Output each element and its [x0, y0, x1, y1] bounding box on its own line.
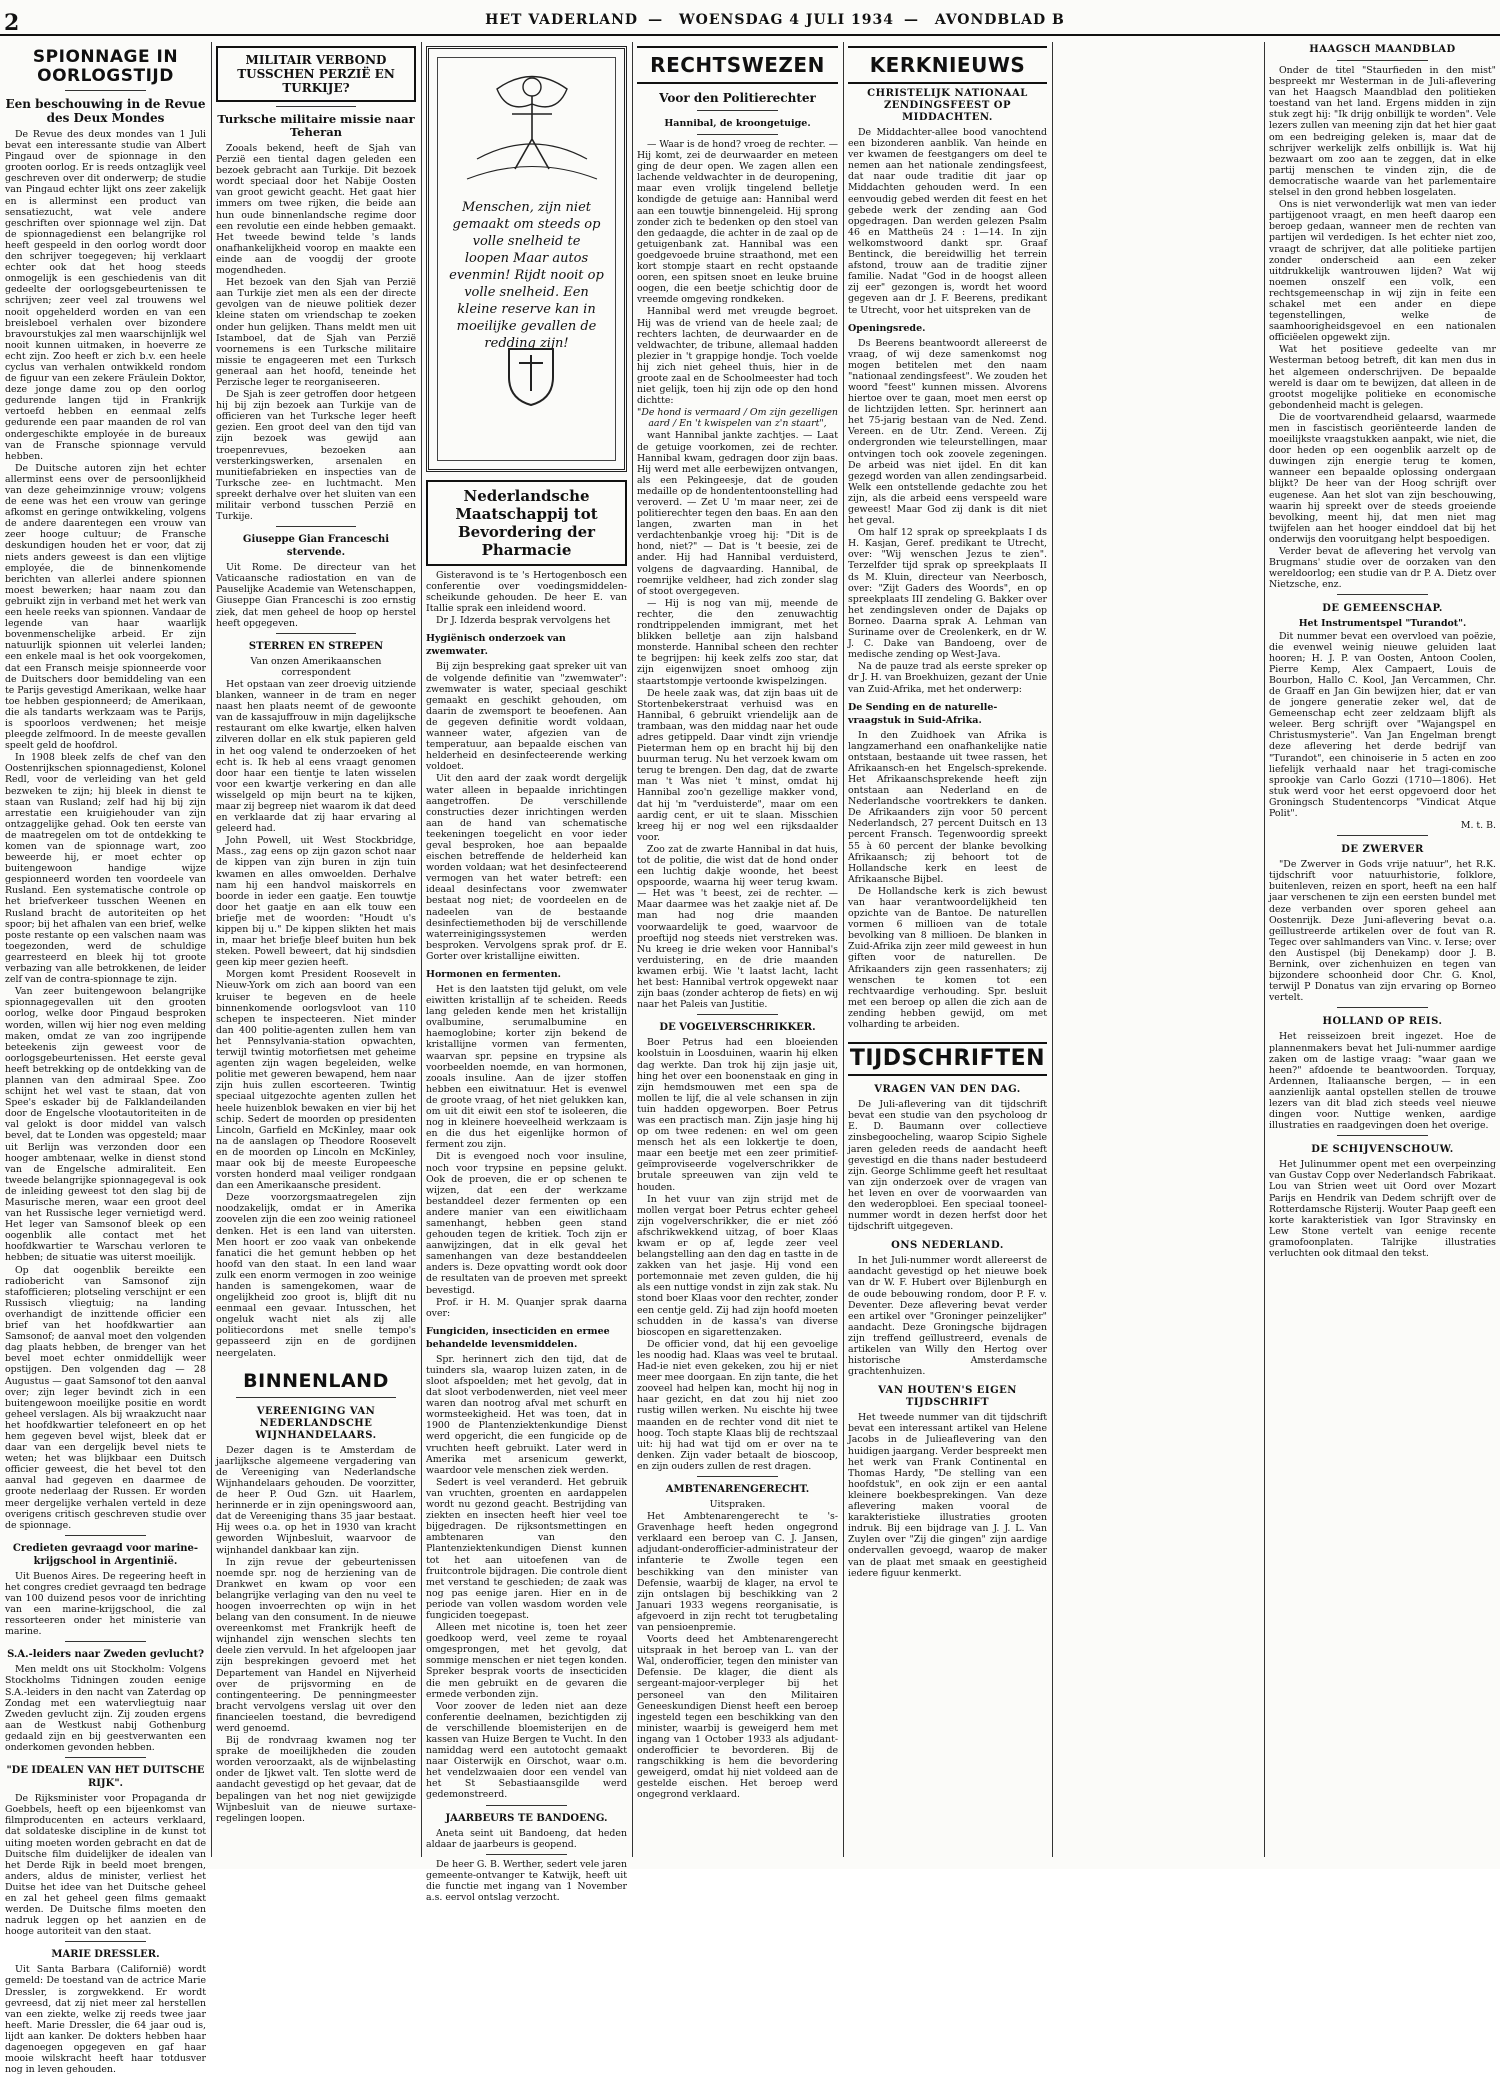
- article-body: Bij de rondvraag kwamen nog ter sprake de moeilijkheden die zouden worden veroorzaakt, als de wijnbelasting onder de Ijkwet valt. Ten slotte werd de aandacht gevestigd op het gevaar, dat de bepalingen van het nog niet gewijzigde Wijnbesluit van de nieuwe surtaxe-regelingen loopen.: [216, 1735, 416, 1824]
- news-heading: JAARBEURS TE BANDOENG.: [445, 1812, 608, 1824]
- news-subheading: Uitspraken.: [709, 1498, 766, 1510]
- article-body: Dr J. Idzerda besprak vervolgens het: [436, 615, 611, 627]
- article-body: In den Zuidhoek van Afrika is langzamerhand een onafhankelijke natie ontstaan, bestaande uit twee rassen, het Afrikaansch-en het Engelsch-sprekende. Het Afrikaanschsprekende heeft zijn ontstaan aan Nederland en de Nederlandsche voortrekkers te danken. De Afrikaanders zijn voor 50 percent Nederlandsch, 27 percent Duitsch en 13 percent Fransch. Tegenwoordig spreekt 55 à 60 percent der blanke bevolking Afrikaansch; zij behoort tot de Hollandsche kerk en leest de Afrikaansche Bijbel.: [848, 729, 1047, 885]
- column-2: [212, 42, 420, 1857]
- headline-box: [426, 480, 627, 566]
- news-subheading: Het Instrumentspel "Turandot".: [1298, 618, 1467, 630]
- column-1: [1, 42, 210, 2075]
- news-heading: Giuseppe Gian Franceschi stervende.: [242, 534, 390, 559]
- issue-date: WOENSDAG 4 JULI 1934: [678, 12, 894, 28]
- section-headline: BINNENLAND: [243, 1369, 389, 1392]
- article-body: Dezer dagen is te Amsterdam de jaarlijksche algemeene vergadering van de Vereeniging van Nederlandsche Wijnhandelaars gehouden. De voorzitter, de heer P. Oud Gzn. uit Haarlem, herinnerde er in zijn openingswoord aan, dat de Vereeniging thans 35 jaar bestaat. Hij wees o.a. op het in 1930 van kracht geworden Wijnbesluit, waarvoor de wijnhandel dankbaar kan zijn.: [216, 1444, 416, 1556]
- article-body: De Rijksminister voor Propaganda dr Goebbels, heeft op een bijeenkomst van filmproducenten en acteurs verklaard, dat soldateske discipline in de kunst tot uiting moeten worden gebracht en dat de Duitsche film duidelijker de idealen van het Derde Rijk in beeld moet brengen, anders, aldus de minister, verliest het Duitse het idee van het Duitsche geheel en zal het geheel geen films gemaakt werden. De Duitsche films moeten den nadruk leggen op het aanzien en de hooge autoriteit van den staat.: [5, 1793, 206, 1938]
- news-heading: VRAGEN VAN DEN DAG.: [874, 1084, 1021, 1096]
- article-body: Dit is evengoed noch voor insuline, noch voor trypsine en pepsine gelukt. Ook de proeven, die er op schenen te wijzen, dat een der werkzame bestanddeel dezer fermenten op een andere manier van een eiwitlichaam samenhangt, hebben geen stand gehouden tegen de kritiek. Toch zijn er aanwijzingen, dat in elk geval het samenhangen van deze bestanddeelen anders is. Deze opvatting wordt ook door de resultaten van de proeven met spreekt bevestigd.: [426, 1151, 627, 1296]
- news-heading: "DE IDEALEN VAN HET DUITSCHE RIJK".: [6, 1765, 205, 1790]
- article-body: Voor zoover de leden niet aan deze conferentie deelnamen, bezichtigden zij de verschillende bloemisterijen en de kassen van Huize Bergen te Vucht. In den namiddag werd een autotocht gemaakt naar Oisterwijk en Oirschot, waar o.m. het vendelzwaaien door een vendel van het St Sebastiaansgilde werd gedemonstreerd.: [426, 1700, 627, 1801]
- news-heading: DE VOGELVERSCHRIKKER.: [659, 1022, 816, 1034]
- advertisement-verse: Menschen, zijn niet gemaakt om steeds op volle snelheid te loopen Maar autos evenmin! Rijdt nooit op volle snelheid. Een kleine reserve kan in moeilijke gevallen de redding zijn!: [449, 200, 604, 351]
- article-body: De Juli-aflevering van dit tijdschrift bevat een studie van den psycholoog dr E. D. Baumann over collectieve zinsbegoocheling, waarop Scipio Sighele jaren geleden reeds de aandacht heeft gevestigd en die thans nader bestudeerd zijn. George Schlimme geeft het resultaat van zijn onderzoek over de vragen van het leven en over de voorwaarden van den wederopbloei. Een speciaal tooneel-nummer wordt in dezen herfst door het tijdschrift uitgegeven.: [848, 1099, 1047, 1233]
- news-heading: VAN HOUTEN'S EIGEN TIJDSCHRIFT: [878, 1385, 1017, 1409]
- article-body: In 1908 bleek zelfs de chef van den Oostenrijkschen spionnagedienst, Kolonel Redl, voor de verleiding van het geld bezweken te zijn; hij bleek in dienst te staan van Rusland; zelf had hij bij zijn arrestatie een kruigiehouder van zijn ontzaggelijke gehad. Ook ten eerste van de maatregelen om tot de ontdekking te komen van de spionnage wart, zoo beweerde hij, er moet echter op buitengewoon handige wijze gespionneerd worden ten voordeele van Rusland. Een systematische controle op het briefverkeer tusschen Weenen en Rusland bracht de autoriteiten op het spoor; bij het afhalen van een brief, welke poste restante op een valschen naam was toegezonden, werd de schuldige gearresteerd en bleek hij tot groote verbazing van alle betrokkenen, de leider zelf van de contra-spionnage te zijn.: [5, 752, 206, 986]
- article-body: De officier vond, dat hij een gevoelige les noodig had. Klaas was veel te brutaal. Had-ie niet even gekeken, zou hij er niet meer mee doorgaan. En zijn tante, die het zooveel had helpen kan, mocht hij nog in haar gezicht, en dat zou hij niet zoo rustig willen werken. Nu eischte hij twee maanden en de rechter vond dit niet te hoog. Toch stapte Klaas blij de rechtszaal uit: hij had wat tijd om er over na te denken. Zijn vader betaalt de bioscoop, en zijn ouders zullen de rest dragen.: [637, 1338, 838, 1472]
- article-body: Voorts deed het Ambtenarengerecht uitspraak in het beroep van L. van der Wal, onderofficier, tegen den minister van Defensie. De klager, die dient als sergeant-majoor-verpleger bij het personeel van den Militairen Geneeskundigen Dienst heeft een beroep ingesteld tegen een beschikking van den minister, waarbij is geweigerd hem met ingang van 1 October 1933 als adjudant-onderofficier te bevorderen. Bij de rangschikking is hem die bevordering geweigerd, omdat hij niet voldeed aan de gestelde eischen. Het beroep werd ongegrond verklaard.: [637, 1634, 838, 1801]
- news-heading: Hormonen en fermenten.: [426, 969, 561, 980]
- news-heading: DE SCHIJVENSCHOUW.: [1311, 1144, 1454, 1156]
- article-body: De Duitsche autoren zijn het echter allerminst eens over de persoonlijkheid van deze geheimzinnige vrouw; volgens de eene was het een vrouw van geringe afkomst en geringe ontwikkeling, volgens de andere daarentegen een vrouw van zeer hooge cultuur; de Fransche deskundigen houden het er voor, dat zij niets anders geweest is dan een vlijtige employée, die de binnenkomende berichten van allerlei andere spionnen moest bewerken; haar naam zou dan gebruikt zijn in verband met het werk van een heele reeks van spionnen. Vandaar de legende van haar waarlijk bovenmenschelijke arbeid. Er zijn natuurlijk spionnen uit velerlei landen; een enkele maal is het ook voorgekomen, dat een Fransch meisje spionneerde voor de Duitschers door bemiddeling van een te Parijs gevestigd Amerikaan, welke haar toe hebben gespionneerd; de Amerikaan, die als tandarts werkzaam was te Parijs, is spoorloos verdwenen; het meisje pleegde zelfmoord. In de meeste gevallen speelt geld de hoofdrol.: [5, 462, 206, 752]
- advertisement-box: [426, 46, 627, 472]
- article-body: De Middachter-allee bood vanochtend een bizonderen aanblik. Van heinde en ver kwamen de feestgangers om deel te nemen aan het nationale zendingsfeest, dat naar oude traditie dit jaar op Middachten gehouden werd. In een eenvoudig gebed werden dit feest en het gebede werk der zending aan God opgedragen. Dan werden gelezen Psalm 46 en Mattheüs 24 : 1—14. In zijn welkomstwoord dankt spr. Graaf Bentinck, die bereidwillig het terrein afstond, trouw aan de traditie zijner familie. Nadat "God in de hoogst alleen zij eer" gezongen is, wordt het woord gegeven aan dr J. F. Beerens, predikant te Utrecht, voor het uitspreken van de: [848, 127, 1047, 316]
- news-heading: MARIE DRESSLER.: [51, 1949, 160, 1961]
- article-body: Het tweede nummer van dit tijdschrift bevat een interessant artikel van Helene Jacobs in de Julieaflevering van den huidigen jaargang. Verder bespreekt men het werk van Frank Continental en Thomas Hardy, "De stelling van een hoofdstuk", en ook zijn er een aantal kleinere boekbesprekingen. Van deze aflevering maken vooral de karakteristieke illustraties grooten indruk. Bij een bijdrage van J. J. L. Van Zuylen over "Zij die gingen" zijn aardige ondervallen gevoegd, waarop de maker van de plaat met smaak en geestigheid iedere figuur kenmerkt.: [848, 1412, 1047, 1579]
- news-heading: CHRISTELIJK NATIONAAL ZENDINGSFEEST OP MIDDACHTEN.: [867, 88, 1028, 123]
- news-heading: DE ZWERVER: [1341, 844, 1424, 856]
- headline-box: [637, 46, 838, 84]
- article-body: Het Ambtenarengerecht te 's-Gravenhage heeft heden ongegrond verklaard een beroep van C. J. Jansen, adjudant-onderofficier-administrateur der infanterie te Zwolle tegen een beschikking van den minister van Defensie, waarbij de klager, na ervol te zijn ontslagen bij beschikking van 2 Januari 1933 wegens reorganisatie, is afgevoerd in zijn recht tot terugbetaling van pensioenpremie.: [637, 1511, 838, 1633]
- article-body: Men meldt ons uit Stockholm: Volgens Stockholms Tidningen zouden eenige S.A.-leiders in den nacht van Zaterdag op Zondag met een watervliegtuig naar Zweden gevlucht zijn. Zij zouden ergens aan de Westkust nabij Gothenburg gedaald zijn en bij geestverwanten een onderkomen gevonden hebben.: [5, 1664, 206, 1754]
- article-body: Die de voortvarendheid gelaarsd, waarmede men in fascistisch georiënteerde landen de moeilijkste vraagstukken aanpakt, wie niet, die door heden op een oogenblik aarzelt op de duwingen zijn energie terug te komen, wanneer een bepaalde oplossing ondergaan blijkt? De heer van der Hoog schrijft over eugenese. Aan het slot van zijn beschouwing, waarin hij spreekt over de steeds groeiende bevolking, meent hij, dat men niet mag twijfelen aan het hooger einddoel dat bij het onderwijs den vooruitgang helpt bespoedigen.: [1269, 411, 1496, 545]
- article-body: Om half 12 sprak op spreekplaats I ds H. Kasjan, Geref. predikant te Utrecht, over: "Wij wenschen Jezus te zien". Terzelfder tijd sprak op spreekplaats II ds M. Kluin, directeur van Neerbosch, over: "Zijt Gaders des Woords", en op spreekplaats III zendeling G. Bakker over het zendingsleven onder de Dajaks op Borneo. Daarna sprak A. Lehman van Suriname over de Creolenkerk, en dr W. J. C. Dake van Bandoeng, over de medische zending op West-Java.: [848, 527, 1047, 661]
- headline-box: [216, 46, 416, 102]
- article-body: Ds Beerens beantwoordt allereerst de vraag, of wij deze samenkomst nog mogen betitelen met den naam "nationaal zendingsfeest". We zouden het woord "feest" kunnen missen. Alvorens hiertoe over te gaan, moet men eerst op de lichtzijden letten. Spr. herinnert aan het 75-jarig bestaan van de Ned. Zend. Vereen. en de Utr. Zend. Vereen. Zij ondergronden wie teleurstellingen, maar ontvingen toch ook zoovele zegeningen. De arbeid was niet ijdel. En dit kan gezegd worden van allen zendingsarbeid. Welk een ontstellende gedachte zou het zijn, als die arbeid eens verspeeld ware geweest! Maar God zij dank is dit niet het geval.: [848, 337, 1047, 527]
- column-6: [1265, 42, 1500, 1857]
- article-body: In het vuur van zijn strijd met de mollen vergat boer Petrus echter geheel zijn vogelverschrikker, die er niet zóó afschrikwekkend uitzag, of boer Klaas kwam er op af, legde zeer veel belangstelling aan den dag en tastte in de zakken van het jasje. Hij vond een portemonnaie met zeven gulden, die hij als een nuttige vondst in zijn zak stak. Nu stond boer Klaas voor den rechter, zonder een centje geld. Zij had zijn hoofd moeten schudden in de kassa's van diverse bioscopen en sigarettenzaken.: [637, 1193, 838, 1338]
- article-body: — Hij is nog van mij, meende de rechter, die den zenuwachtig rondtrippelenden immigrant, met het blikken belletje aan zijn halsband monsterde. Hannibal scheen den rechter te begrijpen: hij keek zelfs zoo star, dat zijn eigenwijzen snoet omhoog zijn staartstompje vertoonde kwispelzingen.: [637, 597, 838, 687]
- article-body: De Sjah is zeer getroffen door hetgeen hij bij zijn bezoek aan Turkije van de officieren van het Turksche leger heeft gezien. Een groot deel van den tijd van zijn bezoek was gewijd aan troepenrevues, bezoeken aan versterkingswerken, arsenalen en munitiefabrieken en inspecties van de Turksche zee- en luchtmacht. Men spreekt derhalve over het sluiten van een militair verbond tusschen Perzië en Turkije.: [216, 389, 416, 523]
- news-heading: Hannibal, de kroongetuige.: [664, 118, 811, 129]
- news-heading: STERREN EN STREPEN: [248, 640, 384, 652]
- article-body: "De Zwerver in Gods vrije natuur", het R.K. tijdschrift voor natuurhistorie, folklore, buitenleven, reizen en sport, heeft na een half jaar verschenen te zijn een eersten bundel met deze verbanden over sporen geheel aan Oostenrijk. Deze Juni-aflevering bevat o.a. geïllustreerde artikelen over de fout van R. Tegec over sahlmanders van Vinc. v. Ierse; over den Austispel (bij Denekamp) door J. B. Bernink, over zichenhuizen en tegen van bijzondere schoonheid door Chr. G. Knol, terwijl P Donatus van zijn ervaring op Borneo vertelt.: [1269, 859, 1496, 1004]
- column-3: [422, 42, 631, 1904]
- article-subheadline: Turksche militaire missie naar Teheran: [217, 112, 415, 139]
- article-body: Het opstaan van zeer droevig uitziende blanken, wanneer in de tram en neger naast hen plaats neemt of de gewoonte van de kassajuffrouw in mijn dagelijksche restaurant om elke kwartje, elken halven zilveren dollar en elk stuk papieren geld in het oog valend te onderzoeken of het echt is. Ik heb al eens vraagt genomen door haar een tientje te laten wisselen voor een kwartje verkering en dan alle wisselgeld op mijn beurt na te kijken, maar zij begreep niet waarom ik dat deed en verklaarde dat zij haar ervaring al geleerd had.: [216, 678, 416, 835]
- news-heading: HOLLAND OP REIS.: [1322, 1016, 1443, 1028]
- masthead-line: HET VADERLAND — WOENSDAG 4 JULI 1934 — AVONDBLAD B: [380, 12, 1170, 28]
- news-heading: VEREENIGING VAN NEDERLANDSCHE WIJNHANDELAARS.: [255, 1405, 377, 1441]
- article-body: — Waar is de hond? vroeg de rechter. — Hij komt, zei de deurwaarder en meteen ging de deur open. We zagen allen een lachende veldwachter in de deuropening, maar even vrolijk tingelend belletje kondigde de getuige aan: Hannibal werd aan een touwtje binnengeleid. Hij sprong zonder zich te bedenken op den stoel van den gedaagde, die achter in de zaal op de getuigenbank zat. Hannibal was een goedgevoede bruine straathond, met een kort stompje staart en recht opstaande ooren, een spitsen snoet en leuke bruine oogen, die een beetje schichtig door de vreemde omgeving rondkeken.: [637, 139, 838, 306]
- article-body: Hannibal werd met vreugde begroet. Hij was de vriend van de heele zaal; de rechters lachten, de deurwaarder en de veldwachter, de tribune, allemaal hadden plezier in 't grappige hondje. Toch voelde hij zich niet geheel thuis, hier in de groote zaal en de Schoolmeester had toch niet gelijk, toen hij zijn ode op den hond dichtte:: [637, 306, 838, 407]
- headline-box: [848, 46, 1047, 84]
- news-heading: Credieten gevraagd voor marine-krijgschool in Argentinië.: [12, 1542, 199, 1567]
- news-heading: Hygiënisch onderzoek van zwemwater.: [426, 633, 566, 658]
- article-body: Prof. ir H. M. Quanjer sprak daarna over:: [426, 1296, 627, 1319]
- news-heading: Fungiciden, insecticiden en ermee behandelde levensmiddelen.: [426, 1325, 610, 1350]
- article-body: Het bezoek van den Sjah van Perzië aan Turkije ziet men als een der directe gevolgen van de nieuwe politiek dezer kleine staten om vriendschap te zoeken onder hun gelijken. Thans meldt men uit Istamboel, dat de Sjah van Perzië voornemens is een Turksche militaire missie te engageeren met een Turksch generaal aan het hoofd, teneinde het Perzische leger te reorganiseeren.: [216, 277, 416, 388]
- column-5: [844, 42, 1051, 1857]
- news-heading: DE GEMEENSCHAP.: [1322, 603, 1443, 615]
- article-body: Verder bevat de aflevering het vervolg van Brugmans' studie over de oorzaken van den wereldoorlog; een studie van dr P. A. Dietz over Nietzsche, enz.: [1269, 546, 1496, 591]
- article-body: Zoo zat de zwarte Hannibal in dat huis, tot de politie, die wist dat de hond onder een luchtig dakje woonde, het beest opspoorde, waarna hij weer terug kwam. — Het was 't beest, zei de rechter. — Maar daarmee was het zaakje niet af. De man had nog drie maanden voorwaardelijk te goed, waarvoor de proeftijd nog steeds niet verstreken was. Nu kreeg ie drie weken voor Hannibal's verduistering, en de drie maanden kwamen erbij. Wie 't laatst lacht, lacht het best: Hannibal vertrok opgewekt naar zijn baas (zonder achterop de fiets) en wij naar het Paleis van Justitie.: [637, 843, 838, 1011]
- article-body: Het is den laatsten tijd gelukt, om vele eiwitten kristallijn af te scheiden. Reeds lang geleden kende men het kristallijn ovalbumine, serumalbumine en haemoglobine; korter zijn bekend de kristallijne vormen van fermenten, waarvan spr. pepsine en trypsine als voorbeelden noemde, en van hormonen, zooals insuline. Aan de ijzer stoffen hebben een eiwitnatuur. Het is evenwel de groote vraag, of het niet gelukken kan, om uit dit eiwit een stof te isoleeren, die nog in kleinere hoeveelheid werkzaam is en die dus het eigenlijke hormon of ferment zou zijn.: [426, 984, 627, 1151]
- masthead: [0, 10, 1500, 36]
- article-body: De heele zaak was, dat zijn baas uit de Stortenbekerstraat verhuisd was en Hannibal, 6 gebruikt vriendelijk aan de trambaan, was den middag naar het oude adres getippeld. Daar vindt zijn vriendje Pieterman hem op en bracht hij bij den buurman terug. Nu het verzoek kwam om terug te brengen. Den dag, dat de zwarte man 't Was niet 't minst, omdat hij Hannibal zoo'n gezellige makker vond, dat hij 'm "verduisterde", maar om een aardig cent, er uit te slaan. Misschien kreeg hij er nog wel een rijksdaalder voor.: [637, 687, 838, 843]
- news-heading: HAAGSCH MAANDBLAD: [1309, 44, 1456, 55]
- article-byline: Van onzen Amerikaanschen correspondent: [250, 655, 382, 678]
- article-body: De Revue des deux mondes van 1 Juli bevat een interessante studie van Albert Pingaud over de spionnage in den grooten oorlog. Er is reeds ontzaglijk veel geschreven over dit onderwerp; de studie van Pingaud echter lijkt ons zeer zakelijk en is allerminst een product van sensatiezucht, wat vele andere geschriften over spionnage wel zijn. Dat de spionnagedienst een belangrijke rol heeft gespeeld in den oorlog wordt door den schrijver toegegeven; hij verklaart echter ook dat het hoog steeds onmogelijk is een geschiedenis van dit gedeelte der oorlogsgebeurtenissen te schrijven; zeer veel zal trouwens wel nooit opgehelderd worden en van een breisleboel verhalen over bizondere bravourstukjes zal men waarschijnlijk wel nooit kunnen uitmaken, in hoeverre ze echt zijn. Zoo heeft er zich b.v. een heele cyclus van verhalen ontwikkeld rondom de figuur van een zekere Fräulein Doktor, deze jonge dame zou op den oorlog gedurende langen tijd in Frankrijk vertoefd hebben en eenmaal zelfs gedurende een paar maanden de rol van ondergeschikte employée in de bureaux van de Fransche spionnage vervuld hebben.: [5, 129, 206, 462]
- edition-label: AVONDBLAD B: [934, 12, 1065, 28]
- column-rule: [1052, 42, 1053, 1857]
- article-body: Uit Santa Barbara (Californië) wordt gemeld: De toestand van de actrice Marie Dressler, is zorgwekkend. Er wordt gevreesd, dat zij niet meer zal herstellen van een ziekte, welke zij reeds twee jaar heeft. Marie Dressler, die 64 jaar oud is, lijdt aan kanker. De dokters hebben haar dagenoegen opgegeven en gaf haar mooie wilskracht heeft haar totdusver nog in leven gehouden.: [5, 1964, 206, 2075]
- article-body: In zijn revue der gebeurtenissen noemde spr. nog de herziening van de Drankwet en kwam op voor een belangrijke verlaging van den nu veel te hoogen invoerrechten op wijn in het belang van den consument. In de nieuwe overeenkomst met Frankrijk heeft de wijnhandel zijn wenschen slechts ten deele zien vervuld. In het afgeloopen jaar zijn besprekingen gevoerd met het Departement van Handel en Nijverheid over de prijsvorming en de contingenteering. De penningmeester bracht vervolgens verslag uit over den financieelen toestand, die bevredigend werd genoemd.: [216, 1556, 416, 1734]
- section-headline: KERKNIEUWS: [869, 53, 1026, 77]
- article-body: Dit nummer bevat een overvloed van poëzie, die evenwel weinig nieuwe geluiden laat hooren; H. J. P. van Oosten, Antoon Coolen, Pierre Kemp, Alex Campaert, Louis de Bourbon, Hallo C. Kool, Jan Vercammen, Chr. de Graaff en Jan Gin bewijzen hier, dat er van de jongere generatie zeker wel, dat de Gemeenschap echt zeer zeldzaam blijft als weleer. Berg schrijft over "Wajangspel en Christusmysterie". Van Jan Engelman brengt deze aflevering het derde bedrijf van "Turandot", een chinoiserie in 5 acten en zoo liefelijk verhaald naar het tragi-comische sprookje van Carlo Gozzi (1710—1806). Het stuk werd voor het eerst opgevoerd door het Groningsch Studentencorps "Vindicat Atque Polit".: [1269, 630, 1496, 819]
- article-body: Alleen met nicotine is, toen het zeer goedkoop werd, veel zeme te royaal omgesprongen, met het gevolg, dat sommige menschen er niet tegen konden. Spreker besprak voorts de insecticiden die men gebruikt en de gevaren die ermede verbonden zijn.: [426, 1622, 627, 1700]
- article-body: Sedert is veel veranderd. Het gebruik van vruchten, groenten en aardappelen wordt nu gezond geacht. Bestrijding van ziekten en insecten heeft hier veel toe bijgedragen. De rijksontsmettingen en ambtenaren van den Plantenziektenkundigen Dienst kunnen tot het aan uitoefenen van de fruitcontrole bijdragen. Die controle dient met verstand te geschieden; de zaak was nog pas eenige jaren. Hier en in de periode van vollen wasdom worden vele fungiciden toegepast.: [426, 1476, 627, 1621]
- article-body: Ons is niet verwonderlijk wat men van ieder partijgenoot vraagt, en men heeft daarop een beroep gedaan, wanneer men de rechten van partijen wil verdedigen. Is het echter niet zoo, vraagt de schrijver, dat alle politieke partijen zonder onderscheid aan een zeker uitdrukkelijk wantrouwen lijden? Wat wij noemen onszelf een volk, een rechtsgemeenschap in wij zijn in feite een schakel met een ander en diepe tegenstellingen, welke de saamhoorigheidsgevoel en een nationalen officiëelen opgewekt zijn.: [1269, 199, 1496, 344]
- article-body: De heer G. B. Werther, sedert vele jaren gemeente-ontvanger te Katwijk, heeft uit die functie met ingang van 1 November a.s. eervol ontslag verzocht.: [426, 1858, 627, 1904]
- article-body: Het Julinummer opent met een overpeinzing van Gustav Copp over Nederlandsch Fabrikaat. Lou van Strien weet uit Oord over Mozart Parijs en Hendrik van Dedem schrijft over de Rotterdamsche Rijsterij. Wouter Paap geeft een korte karakteristiek van Igor Stravinsky en Lew Stone vertelt van eenige recente gramofoonplaten. Talrijke illustraties verluchten ook ditmaal den tekst.: [1269, 1159, 1496, 1259]
- section-headline: RECHTSWEZEN: [650, 53, 825, 77]
- news-heading: AMBTENARENGERECHT.: [665, 1483, 810, 1495]
- article-body: Na de pauze trad als eerste spreker op dr J. H. van Broekhuizen, gezant der Unie van Zuid-Afrika, met het onderwerp:: [848, 661, 1047, 695]
- column-4: [633, 42, 842, 1857]
- article-body: Onder de titel "Staurfieden in den mist" bespreekt mr Westerman in de Juli-aflevering van het Haagsch Maandblad den politieken toestand van het land. Ergens midden in zijn stuk zegt hij: "Ik drijg onbillijk te worden". Vele lezers zullen van meening zijn dat het hier gaat om een bedreiging geleken is, maar dat de schrijver werkelijk zelfs onbillijk is. Wat hij bezwaart om zoo aan te zeggen, dat in elke partij menschen te vinden zijn, die de democratische waarde van het parlementaire stelsel in den grond hebben losgelaten.: [1269, 65, 1496, 199]
- article-headline: SPIONNAGE IN OORLOGSTIJD: [32, 47, 179, 86]
- article-body: John Powell, uit West Stockbridge, Mass., zag eens op zijn gazon schot naar de kippen van zijn buren in zijn tuin kwamen en alles omwoelden. Derhalve nam hij een handvol maiskorrels en boorde in ieder een gaatje. Een touwtje door het gaatje en aan elk touw een briefje met de woorden: "Houdt u's kippen bij u." De kippen slikten het mais in, maar het briefje bleef buiten hun bek steken. Powell beweert, dat hij sindsdien geen kip meer gezien heeft.: [216, 835, 416, 969]
- article-headline: Voor den Politierechter: [659, 91, 816, 105]
- article-headline: Nederlandsche Maatschappij tot Bevordering der Pharmacie: [455, 487, 598, 559]
- article-body: Uit Buenos Aires. De regeering heeft in het congres crediet gevraagd ten bedrage van 100 duizend pesos voor de inrichting van een marine-krijgschool, die zal ressorteeren onder het ministerie van marine.: [5, 1570, 206, 1638]
- article-body: Spr. herinnert zich den tijd, dat de tuinders sla, waarop luizen zaten, in de sloot afspoelden; met het gevolg, dat in dat sloot verbodenwerden, niet veel meer waren dan nootrog afval met schurft en wormsteekigheid. Het was toen, dat in 1900 de Plantenziektenkundige Dienst werd opgericht, die een fungicide op de vruchten heeft gebruikt. Later werd in Amerika met arsenicum gewerkt, waardoor vele menschen ziek werden.: [426, 1353, 627, 1476]
- paper-name: HET VADERLAND: [485, 12, 639, 28]
- article-body: Uit den aard der zaak wordt dergelijk water alleen in bepaalde inrichtingen aangetroffen. De verschillende constructies dezer inrichtingen werden aan de hand van schematische teekeningen toegelicht en voor ieder geval besproken, hoe aan bepaalde eischen betreffende de helderheid kan worden voldaan; wat het desinfecteerend vermogen van het water betreft: een ideaal desinfectans voor zwemwater bestaat nog niet; de voordeelen en de nadeelen van de bestaande desinfectiemethoden bij de verschillende waterreinigingssystemen werden besproken. Vervolgens sprak prof. dr E. Gorter over kristallijne eiwitten.: [426, 773, 627, 962]
- news-heading: De Sending en de naturelle-vraagstuk in Suid-Afrika.: [848, 701, 998, 726]
- article-subheadline: Een beschouwing in de Revue des Deux Mondes: [5, 97, 206, 125]
- article-body: Morgen komt President Roosevelt in Nieuw-York om zich aan boord van een kruiser te begeven en de heele binnenkomende oorlogsvloot van 110 schepen te inspecteeren. Niet minder dan 400 politie-agenten zullen hem van het Pennsylvania-station opwachten, terwijl twintig motorfietsen met geheime agenten zijn wagen begeleiden, welke politie met geweren bewapend, hem naar zijn huis zullen escorteeren. Twintig speciaal uitgezochte agenten zullen het heele huizenblok bewaken en vier bij het schip. Sedert de moorden op presidenten Lincoln, Garfield en McKinley, maar ook na de aanslagen op Theodore Roosevelt en de moorden op Lincoln en McKinley, maar ook bij de meeste Europeesche vorsten honderd maal veiliger rondgaan dan een Amerikaansche president.: [216, 969, 416, 1192]
- article-body: Zooals bekend, heeft de Sjah van Perzië een tiental dagen geleden een bezoek gebracht aan Turkije. Dit bezoek wordt speciaal door het Nabije Oosten van groot gewicht geacht. Het gaat hier immers om twee rijken, die beide aan hun oude binnenlandsche regime door een revolutie een einde hebben gemaakt. Het tweede bewind telde 's lands onafhankelijkheid voorop en maakte een einde aan de voogdij der groote mogendheden.: [216, 143, 416, 277]
- article-body: Aneta seint uit Bandoeng, dat heden aldaar de jaarbeurs is geopend.: [426, 1827, 627, 1850]
- article-body: Bij zijn bespreking gaat spreker uit van de volgende definitie van "zwemwater": zwemwater is water, speciaal geschikt gemaakt en geschikt gehouden, om daarin de zwemsport te beoefenen. Aan de gegeven definitie wordt voldaan, wanneer water, afgezien van de temperatuur, aan bepaalde eischen van helderheid en desinfecteerende werking voldoet.: [426, 661, 627, 773]
- illustration-icon: [437, 59, 627, 199]
- section-headline: TIJDSCHRIFTEN: [848, 1042, 1047, 1076]
- article-signature: M. t. B.: [1460, 820, 1496, 832]
- article-body: Gisteravond is te 's Hertogenbosch een conferentie over voedingsmiddelen-scheikunde gehouden. De heer E. van Itallie sprak een inleidend woord.: [426, 570, 627, 615]
- article-body: Deze voorzorgsmaatregelen zijn noodzakelijk, omdat er in Amerika zoovelen zijn die een zoo weinig rationeel denken. Het is een land van uitersten. Men hoort er zoo vaak van onbekende fanatici die het gemunt hebben op het hoofd van den staat. In een land waar zulk een enorm vermogen in zoo weinige handen is samengekomen, waar de ongelijkheid zoo groot is, blijft dit nu eenmaal een gevaar. Intusschen, het ongeluk wacht niet als zij alle politiecordons met snelle tempo's gepasseerd zijn en de gordijnen neergelaten.: [216, 1192, 416, 1359]
- page-number: 2: [4, 10, 20, 36]
- article-quote: "De hond is vermaard / Om zijn gezelligen aard / En 't kwispelen van z'n staart",: [637, 407, 838, 430]
- news-heading: Openingsrede.: [848, 322, 926, 334]
- article-body: De Hollandsche kerk is zich bewust van haar verantwoordelijkheid ten opzichte van de Bantoe. De naturellen vormen 6 millioen van de totale bevolking van 8 millioen. De blanken in Zuid-Afrika zijn zeer mild geweest in hun giften voor de naturellen. De Afrikaanders zijn geen rassenhaters; zij wenschen te komen tot een rechtvaardige verhouding. Spr. besluit met een beroep op allen die zich aan de zending hebben gewijd, om met volharding te arbeiden.: [848, 885, 1047, 1031]
- article-body: Boer Petrus had een bloeienden koolstuin in Loosduinen, waarin hij elken dag werkte. Dan trok hij zijn jasje uit, hing het over een boonenstaak en ging in zijn hemdsmouwen met een spa de mollen te lijf, die al vele schansen in zijn tuin hadden opgeworpen. Boer Petrus was een practisch man. Zijn jasje hing hij op om twee redenen: en wel om geen mensch het als een lokkertje te doen, maar een beetje met een zeer primitief-geïmproviseerde vogelverschrikker de brutale spreeuwen van zijn veld te houden.: [637, 1037, 838, 1193]
- crest-icon: [501, 339, 561, 409]
- article-body: Op dat oogenblik bereikte een radiobericht van Samsonof zijn stafofficieren; plotseling verschijnt er een Russisch vliegtuig; na landing overhandigt de inzittende officier een brief van het hoofdkwartier aan Samsonof; de aanval moet den volgenden dag plaats hebben, de brenger van het bevel moet echter onmiddellijk weer opstijgen. Den volgenden dag — 28 Augustus — gaat Samsonof tot den aanval over; zijn leger bevindt zich in een buitengewoon moeilijke positie en wordt geheel verslagen. Als bij wraakzucht naar het hoofdkwartier telefoneert en op het hem gegeven bevel wijst, bleek dat er daar van een dergelijk bevel niets te weten; het was blijkbaar een Duitsch officier geweest, die het bevel tot den aanval had gegeven en daarmee de groote nederlaag der Russen. Er worden meer dergelijke verhalen verteld in deze overigens critisch geschreven studie over de spionnage.: [5, 1264, 206, 1531]
- article-body: want Hannibal jankte zachtjes. — Laat de getuige voorkomen, zei de rechter. Hannibal kwam, gedragen door zijn baas. Hij werd met alle eerbewijzen ontvangen, als een Pekingeesje, dat de gouden medaille op de hondententoonstelling had veroverd. — Zet U 'm maar neer, zei de politierechter tegen den baas. En aan den langen, zwarten man in het verdachtenbankje vroeg hij: "Dit is de hond, niet?" — Dat is 't beesie, zei de ander. Hij had Hannibal verduisterd, volgens de dagvaarding. Hannibal, de roemrijke veldheer, had zich zonder slag of stoot overgegeven.: [637, 430, 838, 597]
- article-body: Het reisseizoen breit ingezet. Hoe de plannenmakers bevat het Juli-nummer aardige zaken om de lastige vraag: "waar gaan we heen?" afdoende te beantwoorden. Torquay, Ardennen, Italiaansche bergen, — in een aanzienlijk aantal opstellen stellen de trouwe lezers van dit blad zich steeds veel nieuwe dingen voor. Nuttige wenken, aardige illustraties en raadgevingen doen het overige.: [1269, 1031, 1496, 1132]
- news-heading: S.A.-leiders naar Zweden gevlucht?: [7, 1649, 204, 1661]
- article-body: Uit Rome. De directeur van het Vaticaansche radiostation en van de Pauselijke Academie van Wetenschappen, Giuseppe Gian Franceschi is zoo ernstig ziek, dat men geheel de hoop op herstel heeft opgegeven.: [216, 562, 416, 629]
- article-body: Van zeer buitengewoon belangrijke spionnagegevallen uit den grooten oorlog, welke door Pingaud besproken worden, willen wij hier nog even melding maken, omdat ze van zoo ingrijpende beteekenis zijn geweest voor de oorlogsgebeurtenissen. Het eerste geval heeft betrekking op de ontdekking van de plannen van den admiraal Spee. Zoo schijnt het wel vast te staan, dat von Spee's eskader bij de Falklandeilanden door de Engelsche vlootautoriteiten in de val gelokt is door middel van valsch bevel, dat te Londen was opgesteld; maar uit Berlijn was verzonden door een hooger ambtenaar, welke in dienst stond van de Engelsche admiraliteit. Een tweede belangrijke spionnagegeval is ook de inleiding geweest tot den slag bij de Masurische meren, waar een groot deel van het Russische leger vernietigd werd. Het leger van Samsonof bleek op een oogenblik alle contact met het hoofdkwartier te Warschau verloren te hebben; de situatie was uiterst moeilijk.: [5, 986, 206, 1264]
- news-heading: ONS NEDERLAND.: [891, 1240, 1004, 1252]
- article-headline: MILITAIR VERBOND TUSSCHEN PERZIË EN TURKIJE?: [237, 53, 395, 95]
- article-body: Wat het positieve gedeelte van mr Westerman betoog betreft, dit kan men dus in het algemeen onderschrijven. De bepaalde wereld is daar om te bewijzen, dat alleen in de grootst mogelijke politieke en economische gebondenheid macht is gelegen.: [1269, 344, 1496, 411]
- article-body: In het Juli-nummer wordt allereerst de aandacht gevestigd op het nieuwe boek van dr W. F. Hubert over Bijlenburgh en de oude bebouwing rondom, door P. F. v. Deventer. Deze aflevering bevat verder een artikel over "Groninger peinzelijker" aandacht. Deze Groningsche bijdragen zijn treffend geïllustreerd, evenals de artikelen van Willy den Hertog over historische Amsterdamsche grachtenhuizen.: [848, 1255, 1047, 1378]
